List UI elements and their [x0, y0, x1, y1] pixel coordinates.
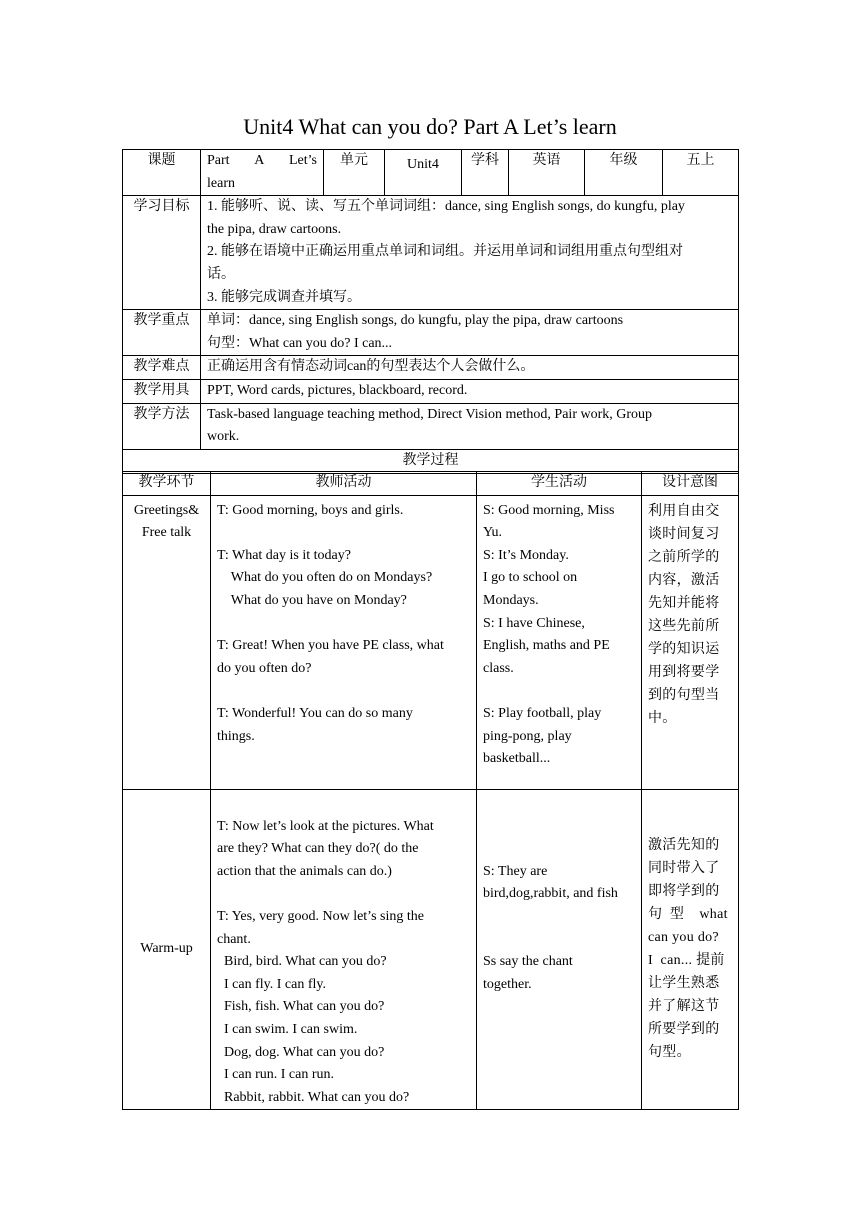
teacher-line: Rabbit, rabbit. What can you do?: [217, 1089, 410, 1105]
topic-value: [201, 150, 324, 196]
student-line: I go to school on: [483, 570, 578, 586]
purpose-line: 利用自由交: [648, 503, 720, 519]
purpose-line: 句型。: [648, 1044, 691, 1060]
stage-line: Free talk: [141, 525, 192, 541]
topic-value-line2: learn: [207, 175, 235, 191]
tools-label: 教学用具: [123, 379, 201, 403]
objective-line: 话。: [207, 266, 235, 282]
purpose-line: 并了解这节: [648, 998, 720, 1014]
student-line: S: Play football, play: [483, 705, 602, 721]
teacher-line: things.: [217, 728, 255, 744]
student-line: together.: [483, 976, 532, 992]
purpose-line: 句 型 what: [648, 906, 728, 922]
purpose-line: 先知并能将: [648, 595, 720, 611]
teacher-line: T: Wonderful! You can do so many: [217, 705, 413, 721]
col-header-purpose: 设计意图: [642, 472, 739, 496]
teacher-line: [217, 680, 470, 703]
purpose-line: 谈时间复习: [648, 526, 720, 542]
grade-label: 年级: [585, 150, 663, 196]
teacher-line: do you often do?: [217, 660, 312, 676]
student-line: S: Good morning, Miss: [483, 502, 615, 518]
grade-value: 五上: [663, 150, 739, 196]
col-header-stage: 教学环节: [123, 472, 211, 496]
stage-line: Warm-up: [140, 941, 193, 957]
student-line: English, maths and PE: [483, 638, 610, 654]
unit-label: 单元: [324, 150, 385, 196]
purpose-line: 这些先前所: [648, 618, 720, 634]
teacher-line: I can swim. I can swim.: [217, 1021, 358, 1037]
purpose-line: 到的句型当: [648, 687, 720, 703]
student-line: basketball...: [483, 751, 551, 767]
objective-line: 3. 能够完成调查并填写。: [207, 289, 361, 305]
teacher-line: chant.: [217, 931, 251, 947]
difficulties-content: 正确运用含有情态动词can的句型表达个人会做什么。: [201, 356, 739, 380]
col-header-teacher: 教师活动: [211, 472, 477, 496]
teacher-line: I can run. I can run.: [217, 1067, 335, 1083]
table-row: [123, 789, 739, 1110]
student-line: Mondays.: [483, 592, 539, 608]
purpose-line: 即将学到的: [648, 883, 720, 899]
teacher-activity: [211, 495, 477, 789]
teacher-line: T: Yes, very good. Now let’s sing the: [217, 908, 424, 924]
key-point-line: 单词：dance, sing English songs, do kungfu, play the pipa, draw cartoons: [207, 313, 624, 329]
purpose-line: 让学生熟悉: [648, 975, 720, 991]
stage-name: [123, 495, 211, 789]
teacher-line: action that the animals can do.): [217, 863, 392, 879]
student-line: [483, 816, 635, 839]
difficulties-label: 教学难点: [123, 356, 201, 380]
purpose-line: 学的知识运: [648, 641, 720, 657]
stage-name: [123, 789, 211, 1110]
purpose-line: can you do?: [648, 929, 719, 945]
objectives-label: 学习目标: [123, 196, 201, 310]
methods-label: 教学方法: [123, 403, 201, 449]
teacher-line: T: Good morning, boys and girls.: [217, 502, 404, 518]
purpose-line: 内容，激活: [648, 572, 720, 588]
teacher-line: Fish, fish. What can you do?: [217, 999, 385, 1015]
methods-content: [201, 403, 739, 449]
student-line: [483, 680, 635, 703]
process-table: [122, 471, 739, 1110]
design-purpose: [642, 789, 739, 1110]
stage-line: Greetings&: [133, 502, 200, 518]
purpose-line: 用到将要学: [648, 664, 720, 680]
student-line: Yu.: [483, 525, 503, 541]
teacher-line: T: Now let’s look at the pictures. What: [217, 818, 434, 834]
objective-line: the pipa, draw cartoons.: [207, 221, 342, 237]
objective-line: 1. 能够听、说、读、写五个单词词组：dance, sing English songs, do kungfu, play: [207, 199, 685, 215]
design-purpose: [642, 495, 739, 789]
purpose-line: 同时带入了: [648, 860, 720, 876]
purpose-line: 之前所学的: [648, 549, 720, 565]
teacher-line: I can fly. I can fly.: [217, 976, 326, 992]
document-title: Unit4 What can you do? Part A Let’s learn: [243, 114, 617, 139]
student-line: S: It’s Monday.: [483, 547, 569, 563]
student-line: [483, 838, 635, 861]
key-points-label: 教学重点: [123, 310, 201, 356]
teacher-line: What do you often do on Mondays?: [217, 570, 433, 586]
teacher-line: are they? What can they do?( do the: [217, 841, 419, 857]
purpose-line: I can... 提前: [648, 952, 725, 968]
objective-line: 2. 能够在语境中正确运用重点单词和词组。并运用单词和词组用重点句型组对: [207, 244, 683, 260]
student-activity: [477, 789, 642, 1110]
teacher-line: [217, 613, 470, 636]
purpose-line: 中。: [648, 710, 677, 726]
purpose-line: 所要学到的: [648, 1021, 720, 1037]
tools-content: PPT, Word cards, pictures, blackboard, record.: [201, 379, 739, 403]
teacher-line: [217, 522, 470, 545]
teacher-activity: [211, 789, 477, 1110]
teacher-line: [217, 883, 470, 906]
table-row: [123, 495, 739, 789]
method-line: work.: [207, 429, 240, 445]
teacher-line: Bird, bird. What can you do?: [217, 954, 387, 970]
teacher-line: What do you have on Monday?: [217, 592, 407, 608]
lesson-info-table: [122, 149, 739, 474]
student-line: [483, 906, 635, 929]
subject-label: 学科: [462, 150, 509, 196]
student-line: [483, 929, 635, 952]
subject-value: 英语: [509, 150, 585, 196]
process-header: 教学过程: [123, 449, 739, 473]
student-line: ping-pong, play: [483, 728, 572, 744]
student-line: S: I have Chinese,: [483, 615, 585, 631]
student-activity: [477, 495, 642, 789]
teacher-line: T: Great! When you have PE class, what: [217, 638, 444, 654]
student-line: Ss say the chant: [483, 954, 573, 970]
student-line: bird,dog,rabbit, and fish: [483, 886, 618, 902]
key-point-line: 句型：What can you do? I can...: [207, 335, 393, 351]
teacher-line: T: What day is it today?: [217, 547, 351, 563]
student-line: S: They are: [483, 863, 548, 879]
teacher-line: Dog, dog. What can you do?: [217, 1044, 385, 1060]
student-line: class.: [483, 660, 514, 676]
col-header-student: 学生活动: [477, 472, 642, 496]
key-points-content: [201, 310, 739, 356]
unit-value: Unit4: [385, 150, 462, 196]
topic-value-line1: Part A Let’s: [207, 153, 317, 168]
objectives-content: [201, 196, 739, 310]
purpose-line: 激活先知的: [648, 837, 720, 853]
topic-label: 课题: [123, 150, 201, 196]
method-line: Task-based language teaching method, Direct Vision method, Pair work, Group: [207, 406, 653, 422]
